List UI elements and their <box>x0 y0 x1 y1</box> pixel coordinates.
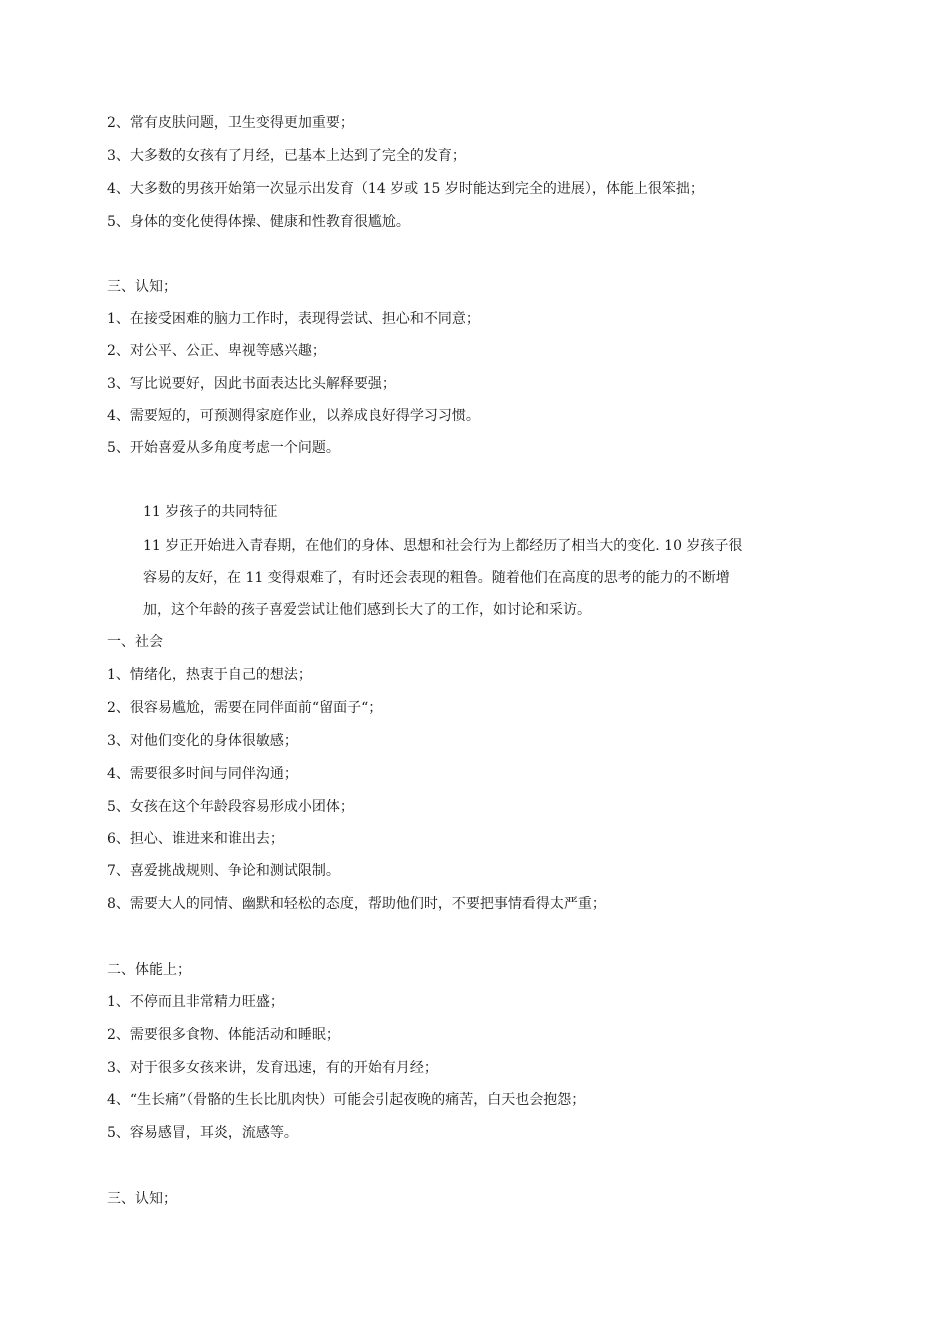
list-item: 4、大多数的男孩开始第一次显示出发育（14 岁或 15 岁时能达到完全的进展），体能上很笨拙； <box>107 181 704 197</box>
section-heading: 二、体能上； <box>107 962 191 978</box>
section-heading: 三、认知； <box>107 279 177 295</box>
list-item: 2、很容易尴尬，需要在同伴面前“留面子“； <box>107 700 383 716</box>
section-heading: 三、认知； <box>107 1191 177 1207</box>
list-item: 6、担心、谁进来和谁出去； <box>107 831 284 847</box>
intro-paragraph-line: 11 岁正开始进入青春期，在他们的身体、思想和社会行为上都经历了相当大的变化. 10 岁孩子很 <box>143 538 743 554</box>
list-item: 1、在接受困难的脑力工作时，表现得尝试、担心和不同意； <box>107 311 480 327</box>
intro-paragraph-line: 容易的友好，在 11 变得艰难了，有时还会表现的粗鲁。随着他们在高度的思考的能力的不断增 <box>143 570 730 586</box>
list-item: 8、需要大人的同情、幽默和轻松的态度，帮助他们时，不要把事情看得太严重； <box>107 896 606 912</box>
list-item: 2、常有皮肤问题，卫生变得更加重要； <box>107 115 354 131</box>
list-item: 4、“生长痛”（骨骼的生长比肌肉快）可能会引起夜晚的痛苦，白天也会抱怨； <box>107 1092 586 1108</box>
list-item: 4、需要短的，可预测得家庭作业，以养成良好得学习习惯。 <box>107 408 480 424</box>
list-item: 2、对公平、公正、卑视等感兴趣； <box>107 343 326 359</box>
list-item: 3、写比说要好，因此书面表达比头解释要强； <box>107 376 396 392</box>
list-item: 5、容易感冒，耳炎，流感等。 <box>107 1125 298 1141</box>
intro-paragraph-line: 加，这个年龄的孩子喜爱尝试让他们感到长大了的工作，如讨论和采访。 <box>143 602 591 618</box>
list-item: 3、对于很多女孩来讲，发育迅速，有的开始有月经； <box>107 1060 438 1076</box>
list-item: 5、女孩在这个年龄段容易形成小团体； <box>107 799 354 815</box>
section-title: 11 岁孩子的共同特征 <box>143 504 278 520</box>
list-item: 3、大多数的女孩有了月经，已基本上达到了完全的发育； <box>107 148 466 164</box>
list-item: 5、身体的变化使得体操、健康和性教育很尴尬。 <box>107 214 410 230</box>
list-item: 3、对他们变化的身体很敏感； <box>107 733 298 749</box>
list-item: 7、喜爱挑战规则、争论和测试限制。 <box>107 863 340 879</box>
list-item: 1、不停而且非常精力旺盛； <box>107 994 284 1010</box>
list-item: 5、开始喜爱从多角度考虑一个问题。 <box>107 440 340 456</box>
list-item: 4、需要很多时间与同伴沟通； <box>107 766 298 782</box>
section-heading: 一、社会 <box>107 634 163 650</box>
list-item: 1、情绪化，热衷于自己的想法； <box>107 667 312 683</box>
list-item: 2、需要很多食物、体能活动和睡眠； <box>107 1027 340 1043</box>
